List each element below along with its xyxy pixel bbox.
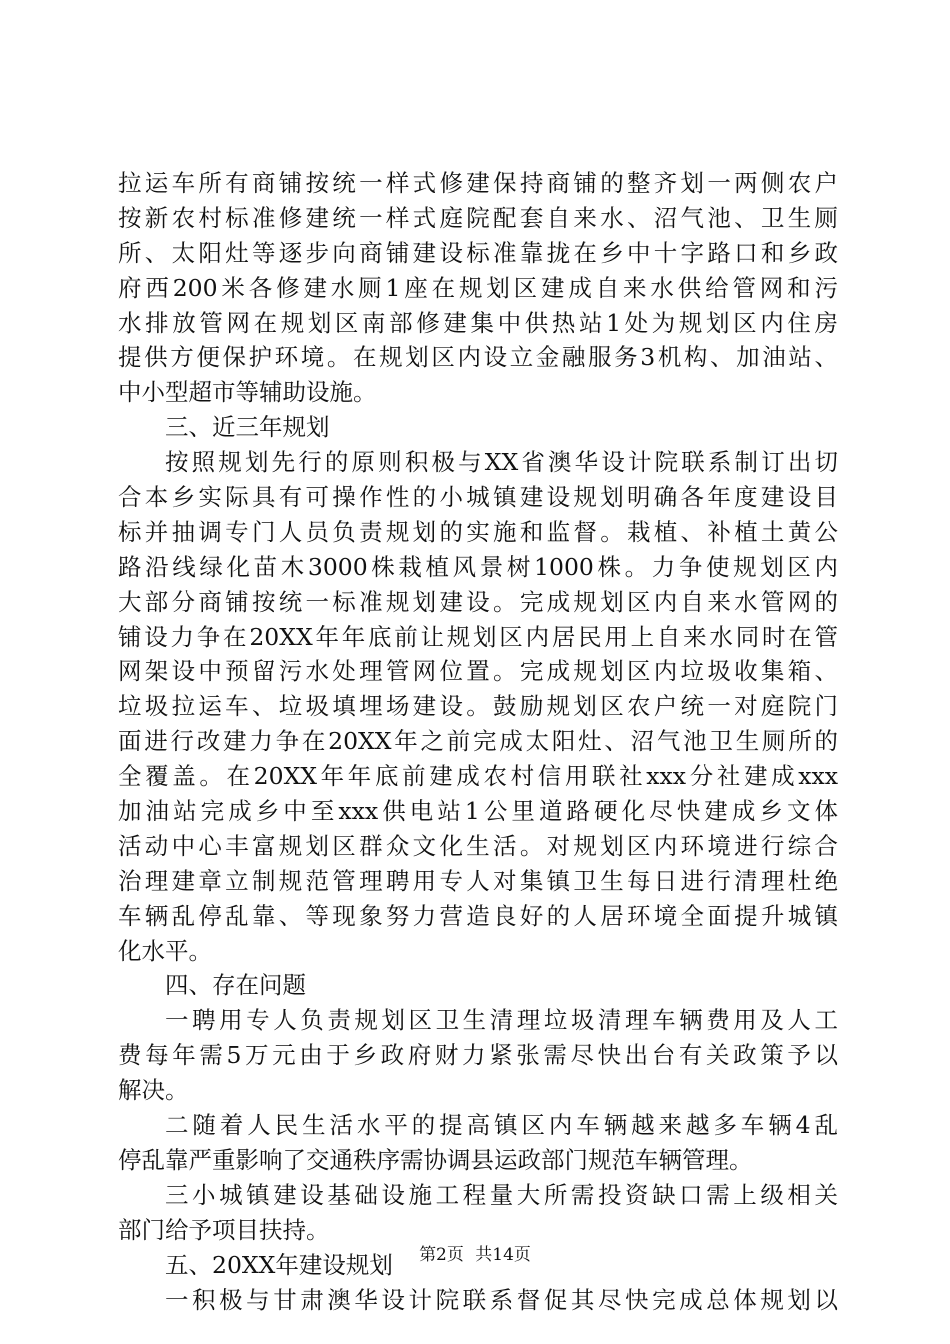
text-line: 合本乡实际具有可操作性的小城镇建设规划明确各年度建设目 bbox=[118, 483, 838, 512]
text-line: 解决。 bbox=[118, 1076, 189, 1105]
text-line: 加油站完成乡中至xxx供电站1公里道路硬化尽快建成乡文体 bbox=[118, 797, 838, 826]
text-line: 路沿线绿化苗木3000株栽植风景树1000株。力争使规划区内 bbox=[118, 552, 838, 581]
text-line: 拉运车所有商铺按统一样式修建保持商铺的整齐划一两侧农户 bbox=[118, 169, 838, 197]
text-line: 车辆乱停乱靠、等现象努力营造良好的人居环境全面提升城镇 bbox=[118, 901, 838, 930]
text-line: 五、20XX年建设规划 bbox=[165, 1250, 393, 1279]
text-line: 标并抽调专门人员负责规划的实施和监督。栽植、补植土黄公 bbox=[118, 517, 838, 546]
text-line: 按新农村标准修建统一样式庭院配套自来水、沼气池、卫生厕 bbox=[118, 203, 838, 232]
text-line: 府西200米各修建水厕1座在规划区建成自来水供给管网和污 bbox=[118, 273, 838, 302]
text-line: 中小型超市等辅助设施。 bbox=[118, 378, 377, 407]
page-total: 共14页 bbox=[475, 1245, 531, 1265]
text-line: 按照规划先行的原则积极与XX省澳华设计院联系制订出切 bbox=[165, 448, 838, 477]
page-number: 第2页 bbox=[419, 1245, 464, 1265]
text-line: 一聘用专人负责规划区卫生清理垃圾清理车辆费用及人工 bbox=[165, 1006, 838, 1035]
text-line: 全覆盖。在20XX年年底前建成农村信用联社xxx分社建成xxx bbox=[118, 762, 838, 791]
text-line: 二随着人民生活水平的提高镇区内车辆越来越多车辆4乱 bbox=[165, 1111, 838, 1140]
text-line: 停乱靠严重影响了交通秩序需协调县运政部门规范车辆管理。 bbox=[118, 1145, 753, 1174]
text-line: 一积极与甘肃澳华设计院联系督促其尽快完成总体规划以 bbox=[165, 1285, 838, 1314]
text-line: 铺设力争在20XX年年底前让规划区内居民用上自来水同时在管 bbox=[118, 622, 838, 651]
text-line: 网架设中预留污水处理管网位置。完成规划区内垃圾收集箱、 bbox=[118, 657, 838, 686]
text-line: 化水平。 bbox=[118, 936, 212, 965]
text-line: 活动中心丰富规划区群众文化生活。对规划区内环境进行综合 bbox=[118, 831, 838, 860]
text-line: 四、存在问题 bbox=[165, 971, 306, 1000]
text-line: 三、近三年规划 bbox=[165, 413, 330, 442]
text-line: 所、太阳灶等逐步向商铺建设标准靠拢在乡中十字路口和乡政 bbox=[118, 238, 838, 267]
text-line: 大部分商铺按统一标准规划建设。完成规划区内自来水管网的 bbox=[118, 587, 838, 616]
document-body bbox=[118, 166, 838, 1317]
text-line: 费每年需5万元由于乡政府财力紧张需尽快出台有关政策予以 bbox=[118, 1041, 838, 1070]
text-line: 面进行改建力争在20XX年之前完成太阳灶、沼气池卫生厕所的 bbox=[118, 727, 838, 756]
text-line: 治理建章立制规范管理聘用专人对集镇卫生每日进行清理杜绝 bbox=[118, 866, 838, 895]
text-line: 部门给予项目扶持。 bbox=[118, 1215, 330, 1244]
text-line: 水排放管网在规划区南部修建集中供热站1处为规划区内住房 bbox=[118, 308, 838, 337]
page-footer bbox=[0, 1243, 950, 1267]
text-line: 三小城镇建设基础设施工程量大所需投资缺口需上级相关 bbox=[165, 1180, 838, 1209]
text-line: 提供方便保护环境。在规划区内设立金融服务3机构、加油站、 bbox=[118, 343, 838, 372]
text-line: 垃圾拉运车、垃圾填埋场建设。鼓励规划区农户统一对庭院门 bbox=[118, 692, 838, 721]
